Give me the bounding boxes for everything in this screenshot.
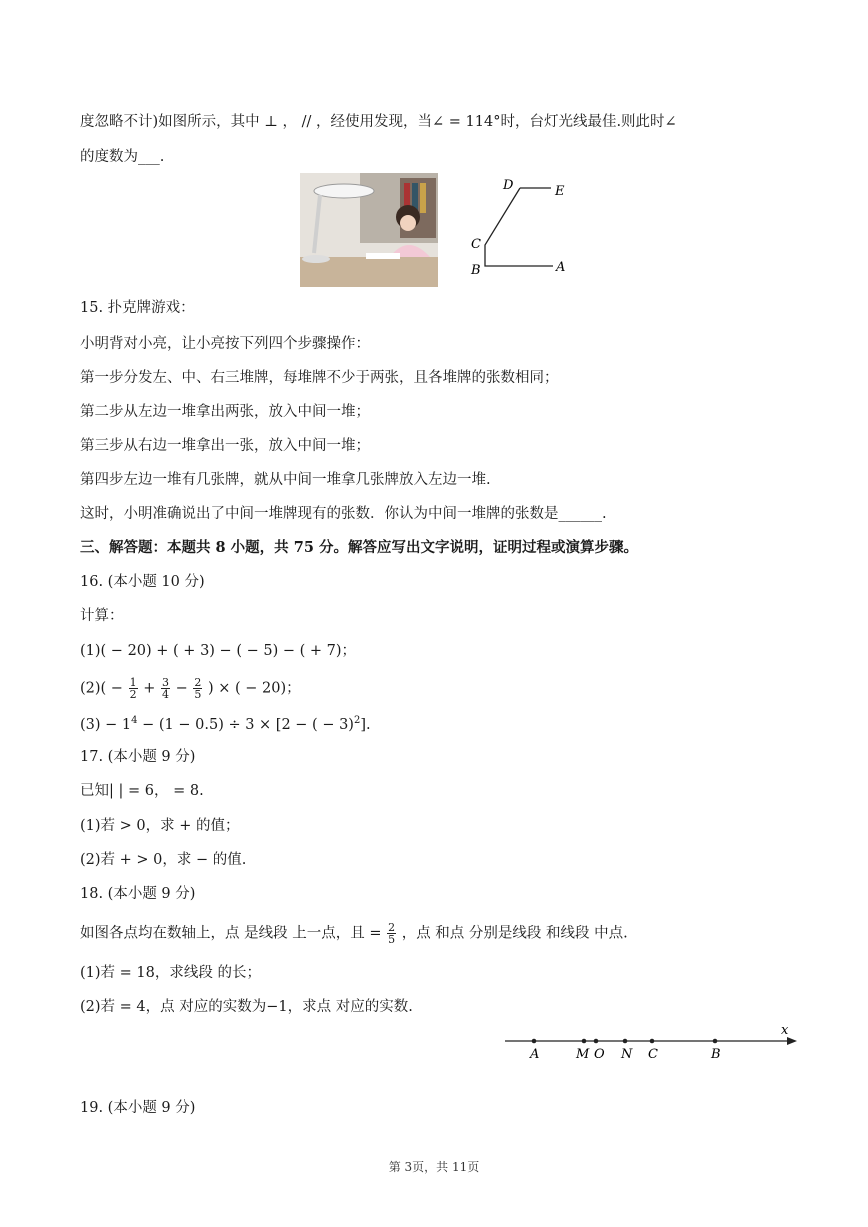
q18-part2: (2)若 = 4，点 对应的实数为−1，求点 对应的实数. <box>80 999 413 1015</box>
point-B <box>713 1039 718 1044</box>
page-footer: 第 3页，共 11页 <box>388 1160 480 1174</box>
point-label-B: B <box>711 1047 721 1062</box>
q15-line5: 第四步左边一堆有几张牌，就从中间一堆拿几张牌放入左边一堆. <box>80 472 491 488</box>
section-3-heading: 三、解答题：本题共 8 小题，共 75 分。解答应写出文字说明，证明过程或演算步骤。 <box>80 539 638 556</box>
label-A: A <box>556 260 566 275</box>
axis-label-x: x <box>781 1023 789 1038</box>
point-label-C: C <box>648 1047 658 1062</box>
q16-title: 16. (本小题 10 分) <box>80 574 205 590</box>
q16-part3: $(3) - 1^4 - (1 - 0.5) \div 3 \times [2$ − ( − 3)$^2$]. <box>80 715 371 733</box>
q16-part2: (2)( − $\frac{1}{2}$ + $\frac{3}{4}$ − $\frac{2}{5}$ ) × ( − 20)； <box>80 676 301 701</box>
point-label-A: A <box>530 1047 540 1062</box>
fraction: $\frac{3}{4}$ <box>161 676 169 701</box>
label-D: D <box>503 178 514 193</box>
q15-line1: 小明背对小亮，让小亮按下列四个步骤操作： <box>80 336 370 352</box>
fraction: $\frac{2}{5}$ <box>388 921 396 946</box>
point-A <box>532 1039 537 1044</box>
q18-line1: 如图各点均在数轴上，点 是线段 上一点，且 = $\frac{2}{5}$ ，点 和点 分别是线段 和线段 中点. <box>80 921 628 946</box>
geometry-figure <box>465 173 575 283</box>
q15-title: 15. 扑克牌游戏： <box>80 300 195 316</box>
point-label-M: M <box>576 1047 590 1062</box>
q17-part1: (1)若 > 0，求 + 的值； <box>80 818 240 834</box>
point-C <box>650 1039 655 1044</box>
point-O <box>594 1039 599 1044</box>
point-label-O: O <box>594 1047 605 1062</box>
desk-lamp-photo <box>300 173 438 287</box>
q18-title: 18. (本小题 9 分) <box>80 886 196 902</box>
q19-title: 19. (本小题 9 分) <box>80 1100 196 1116</box>
q17-line1: 已知| | = 6， = 8. <box>80 783 204 799</box>
fraction: $\frac{1}{2}$ <box>129 676 137 701</box>
q17-part2: (2)若 + > 0，求 − 的值. <box>80 852 247 868</box>
q16-line1: 计算： <box>80 608 124 624</box>
point-N <box>623 1039 628 1044</box>
q17-title: 17. (本小题 9 分) <box>80 749 196 765</box>
q16-part1: (1)( − 20) + ( + 3) − ( − 5) − ( + 7)； <box>80 643 356 659</box>
q14-line2: 的度数为___. <box>80 149 165 165</box>
point-M <box>582 1039 587 1044</box>
label-E: E <box>555 184 565 199</box>
point-label-N: N <box>621 1047 633 1062</box>
q15-line6: 这时，小明准确说出了中间一堆牌现有的张数．你认为中间一堆牌的张数是______. <box>80 506 607 522</box>
number-line-figure <box>505 1022 805 1070</box>
label-B: B <box>471 263 481 278</box>
q14-line1: 度忽略不计)如图所示，其中 ⊥ ， // ，经使用发现，当∠ = 114°时，台灯光线最佳.则此时∠ <box>80 114 677 130</box>
label-C: C <box>471 237 481 252</box>
q15-line2: 第一步分发左、中、右三堆牌，每堆牌不少于两张，且各堆牌的张数相同； <box>80 370 559 386</box>
q15-line3: 第二步从左边一堆拿出两张，放入中间一堆； <box>80 404 370 420</box>
fraction: $\frac{2}{5}$ <box>194 676 202 701</box>
q18-part1: (1)若 = 18，求线段 的长； <box>80 965 261 981</box>
q15-line4: 第三步从右边一堆拿出一张，放入中间一堆； <box>80 438 370 454</box>
